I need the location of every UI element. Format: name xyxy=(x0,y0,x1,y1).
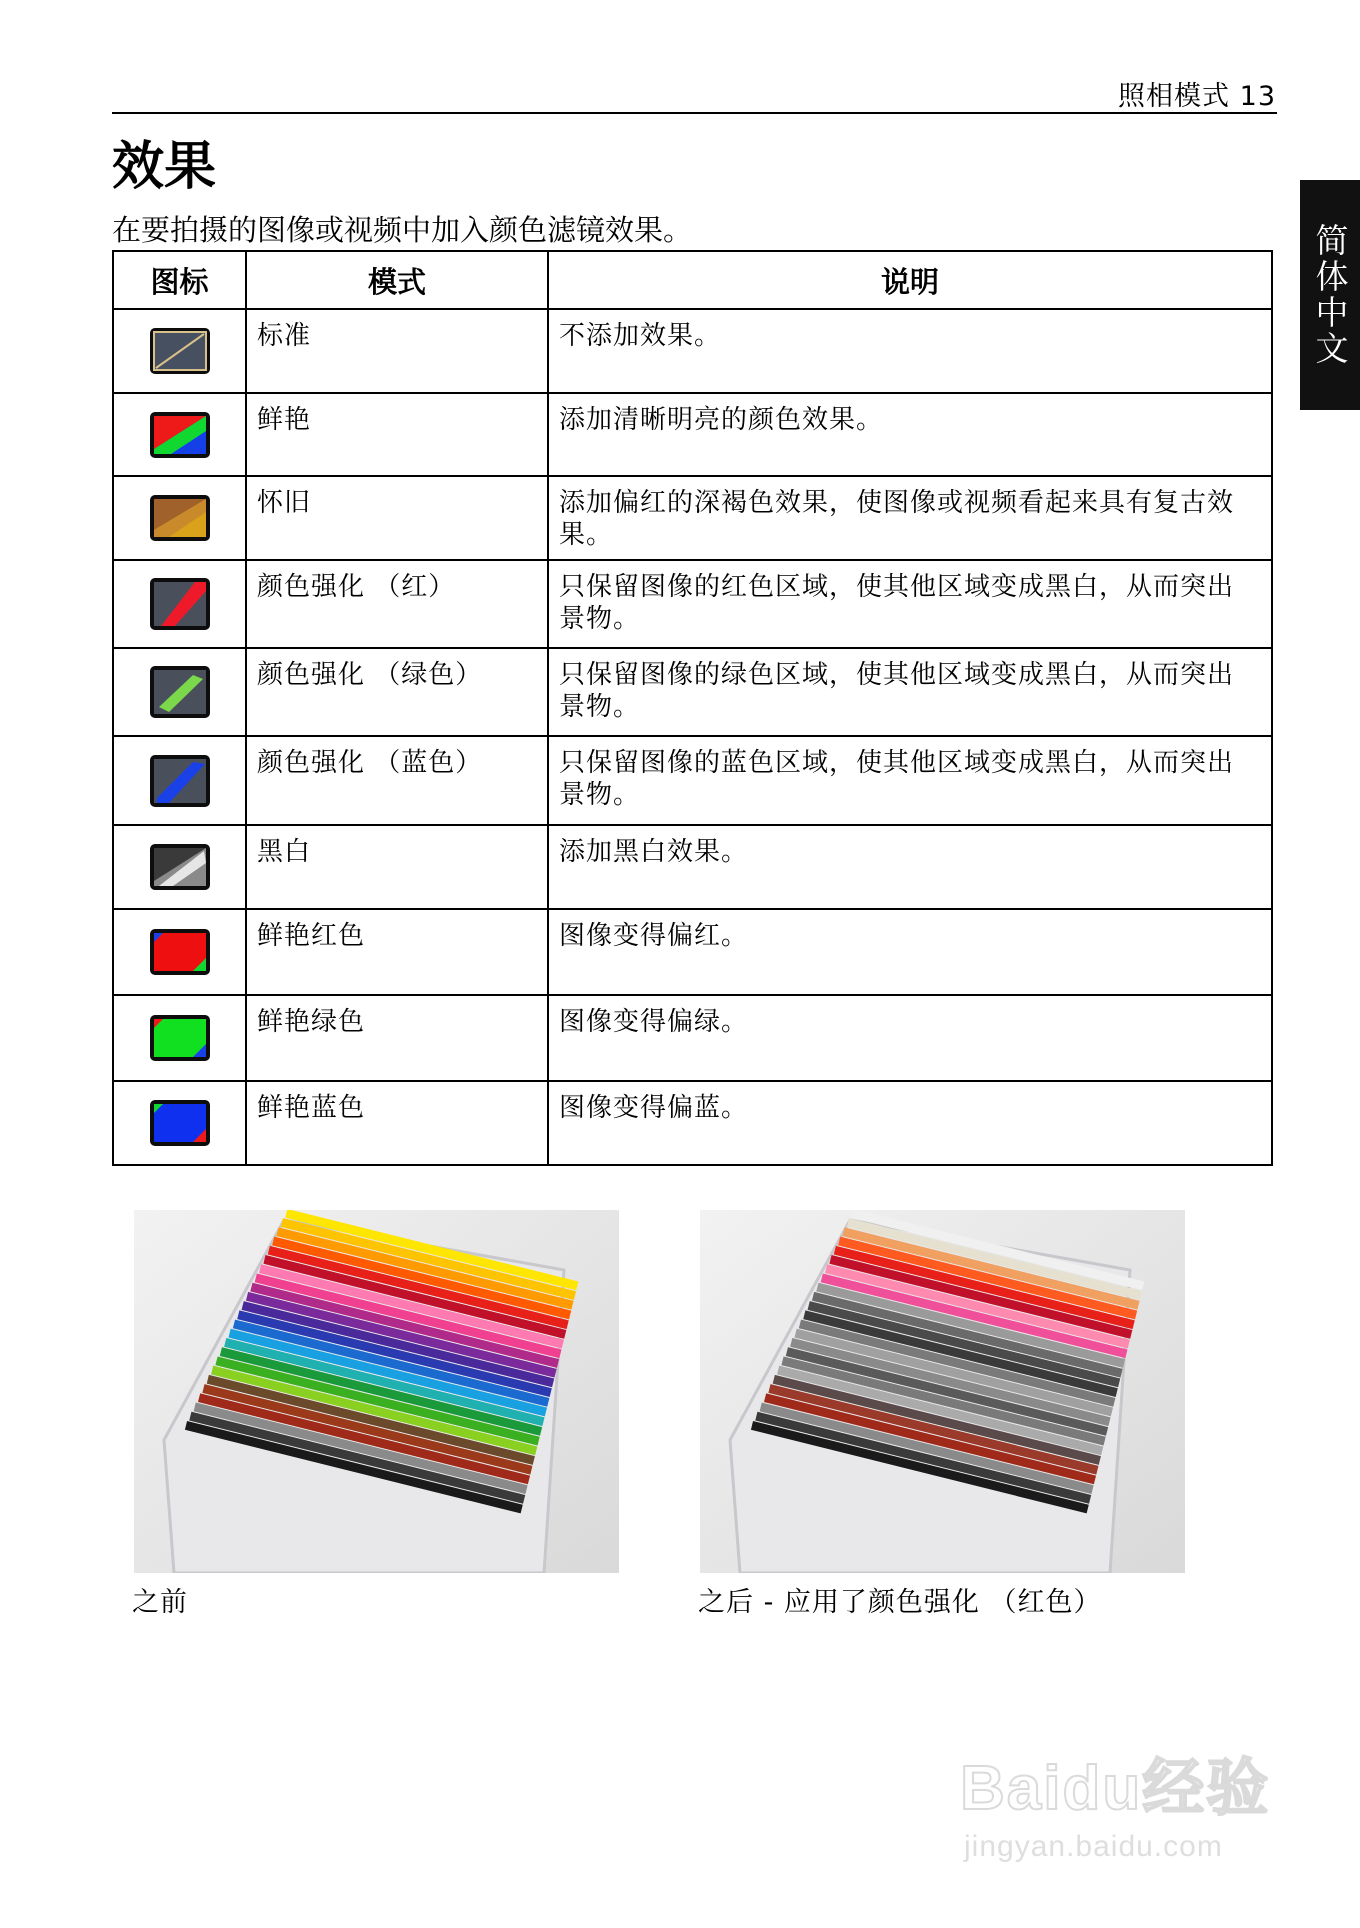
effects-table xyxy=(112,250,1273,1166)
mode-cell: 鲜艳绿色 xyxy=(246,995,548,1081)
nostalgic-effect-icon xyxy=(149,494,211,542)
section-title: 照相模式 xyxy=(1118,81,1231,112)
header-mode: 模式 xyxy=(246,251,548,309)
mode-cell: 颜色强化 （绿色） xyxy=(246,648,548,736)
page-number: 13 xyxy=(1239,81,1276,112)
mode-cell: 黑白 xyxy=(246,825,548,909)
description-cell: 只保留图像的绿色区域，使其他区域变成黑白，从而突出景物。 xyxy=(548,648,1272,736)
vivid-red-effect-icon xyxy=(149,928,211,976)
description-cell: 图像变得偏红。 xyxy=(548,909,1272,995)
vivid-effect-icon xyxy=(149,411,211,459)
running-header xyxy=(1118,74,1276,113)
mode-cell: 鲜艳 xyxy=(246,393,548,476)
before-caption: 之前 xyxy=(132,1587,188,1618)
mode-cell: 颜色强化 （红） xyxy=(246,560,548,648)
description-cell: 图像变得偏绿。 xyxy=(548,995,1272,1081)
baidu-watermark xyxy=(960,1720,1280,1880)
table-header-row xyxy=(113,251,1272,309)
mode-cell: 鲜艳红色 xyxy=(246,909,548,995)
page-title: 效果 xyxy=(112,137,217,197)
description-cell: 添加清晰明亮的颜色效果。 xyxy=(548,393,1272,476)
mode-cell: 怀旧 xyxy=(246,476,548,560)
watermark-url: jingyan.baidu.com xyxy=(964,1830,1223,1863)
header-description: 说明 xyxy=(548,251,1272,309)
before-photo xyxy=(134,1210,619,1573)
vivid-blue-effect-icon xyxy=(149,1099,211,1147)
table-row xyxy=(113,995,1272,1081)
description-cell: 只保留图像的蓝色区域，使其他区域变成黑白，从而突出景物。 xyxy=(548,736,1272,825)
mode-cell: 鲜艳蓝色 xyxy=(246,1081,548,1165)
vivid-green-effect-icon xyxy=(149,1014,211,1062)
description-cell: 添加黑白效果。 xyxy=(548,825,1272,909)
table-row xyxy=(113,736,1272,825)
language-tab xyxy=(1300,180,1360,410)
color-accent-blue-icon xyxy=(149,754,211,808)
color-accent-red-icon xyxy=(149,577,211,631)
table-row xyxy=(113,476,1272,560)
after-caption: 之后 - 应用了颜色强化 （红色） xyxy=(698,1587,1102,1618)
standard-effect-icon xyxy=(149,327,211,375)
language-tab-label: 简体中文 xyxy=(1310,223,1350,367)
intro-text: 在要拍摄的图像或视频中加入颜色滤镜效果。 xyxy=(112,213,693,247)
description-cell: 不添加效果。 xyxy=(548,309,1272,393)
header-icon: 图标 xyxy=(113,251,246,309)
table-row xyxy=(113,309,1272,393)
table-row xyxy=(113,560,1272,648)
mode-cell: 标准 xyxy=(246,309,548,393)
table-row xyxy=(113,648,1272,736)
header-rule xyxy=(112,112,1277,114)
watermark-main: Baidu经验 xyxy=(960,1754,1271,1823)
description-cell: 添加偏红的深褐色效果，使图像或视频看起来具有复古效果。 xyxy=(548,476,1272,560)
description-cell: 图像变得偏蓝。 xyxy=(548,1081,1272,1165)
mode-cell: 颜色强化 （蓝色） xyxy=(246,736,548,825)
table-row xyxy=(113,393,1272,476)
table-row xyxy=(113,1081,1272,1165)
after-photo xyxy=(700,1210,1185,1573)
description-cell: 只保留图像的红色区域，使其他区域变成黑白，从而突出景物。 xyxy=(548,560,1272,648)
table-row xyxy=(113,825,1272,909)
black-white-effect-icon xyxy=(149,843,211,891)
table-row xyxy=(113,909,1272,995)
color-accent-green-icon xyxy=(149,665,211,719)
